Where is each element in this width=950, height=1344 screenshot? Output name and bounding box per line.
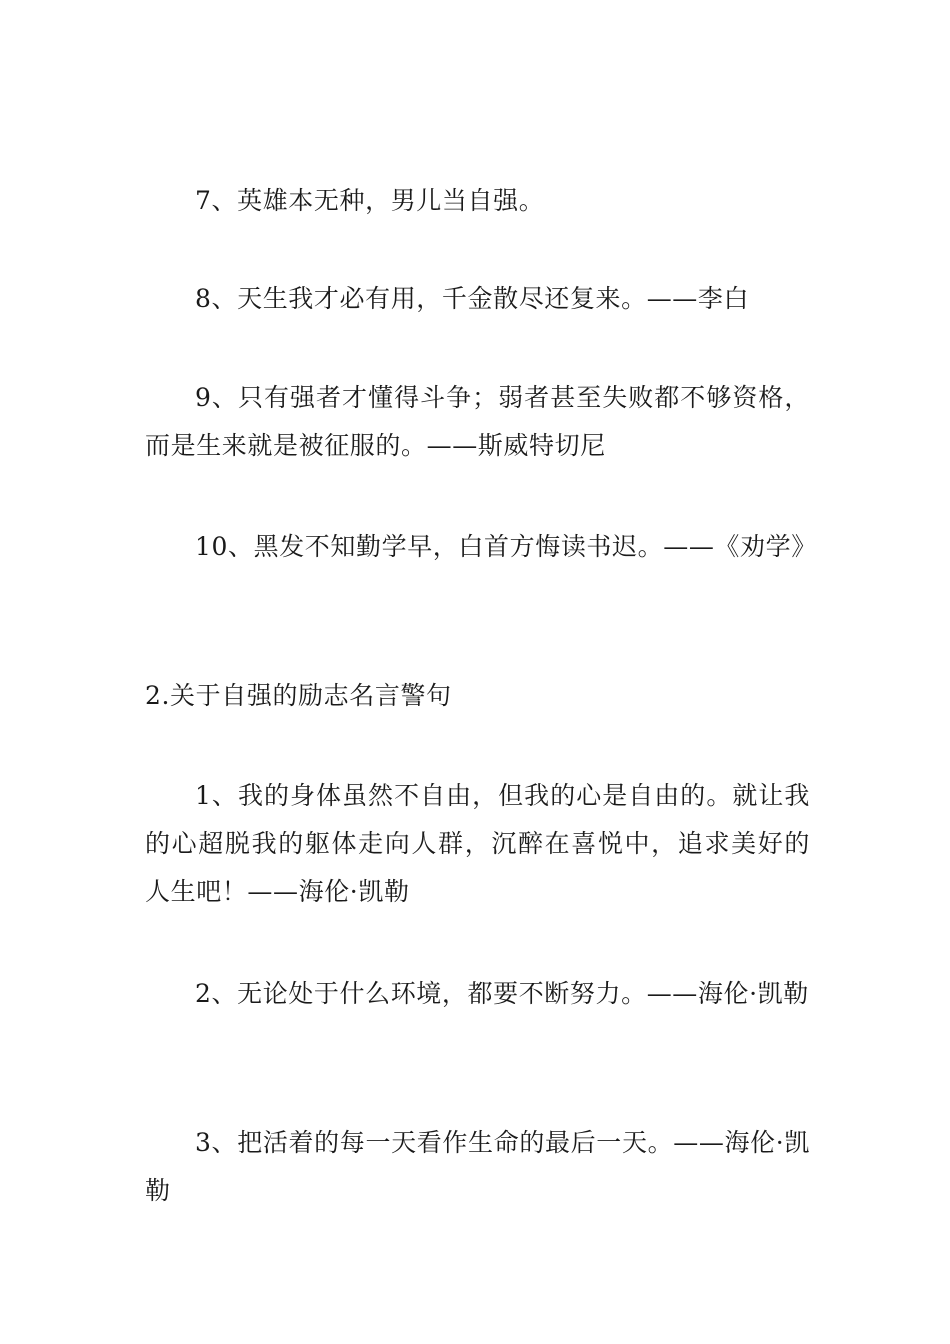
section-quote-paragraph-1: 1、我的身体虽然不自由，但我的心是自由的。就让我的心超脱我的躯体走向人群，沉醉在喜悦中，追求美好的人生吧！——海伦·凯勒 xyxy=(145,781,810,906)
section-quote-paragraph-2: 2、无论处于什么环境，都要不断努力。——海伦·凯勒 xyxy=(195,979,809,1008)
section-heading: 2.关于自强的励志名言警句 xyxy=(145,681,452,710)
quote-paragraph-7: 7、英雄本无种，男儿当自强。 xyxy=(195,186,545,215)
quote-paragraph-8: 8、天生我才必有用，千金散尽还复来。——李白 xyxy=(195,284,750,313)
quote-paragraph-9: 9、只有强者才懂得斗争；弱者甚至失败都不够资格，而是生来就是被征服的。——斯威特切尼 xyxy=(145,383,810,460)
section-quote-paragraph-3: 3、把活着的每一天看作生命的最后一天。——海伦·凯勒 xyxy=(145,1128,810,1205)
quote-paragraph-10: 10、黑发不知勤学早，白首方悔读书迟。——《劝学》 xyxy=(195,532,817,561)
